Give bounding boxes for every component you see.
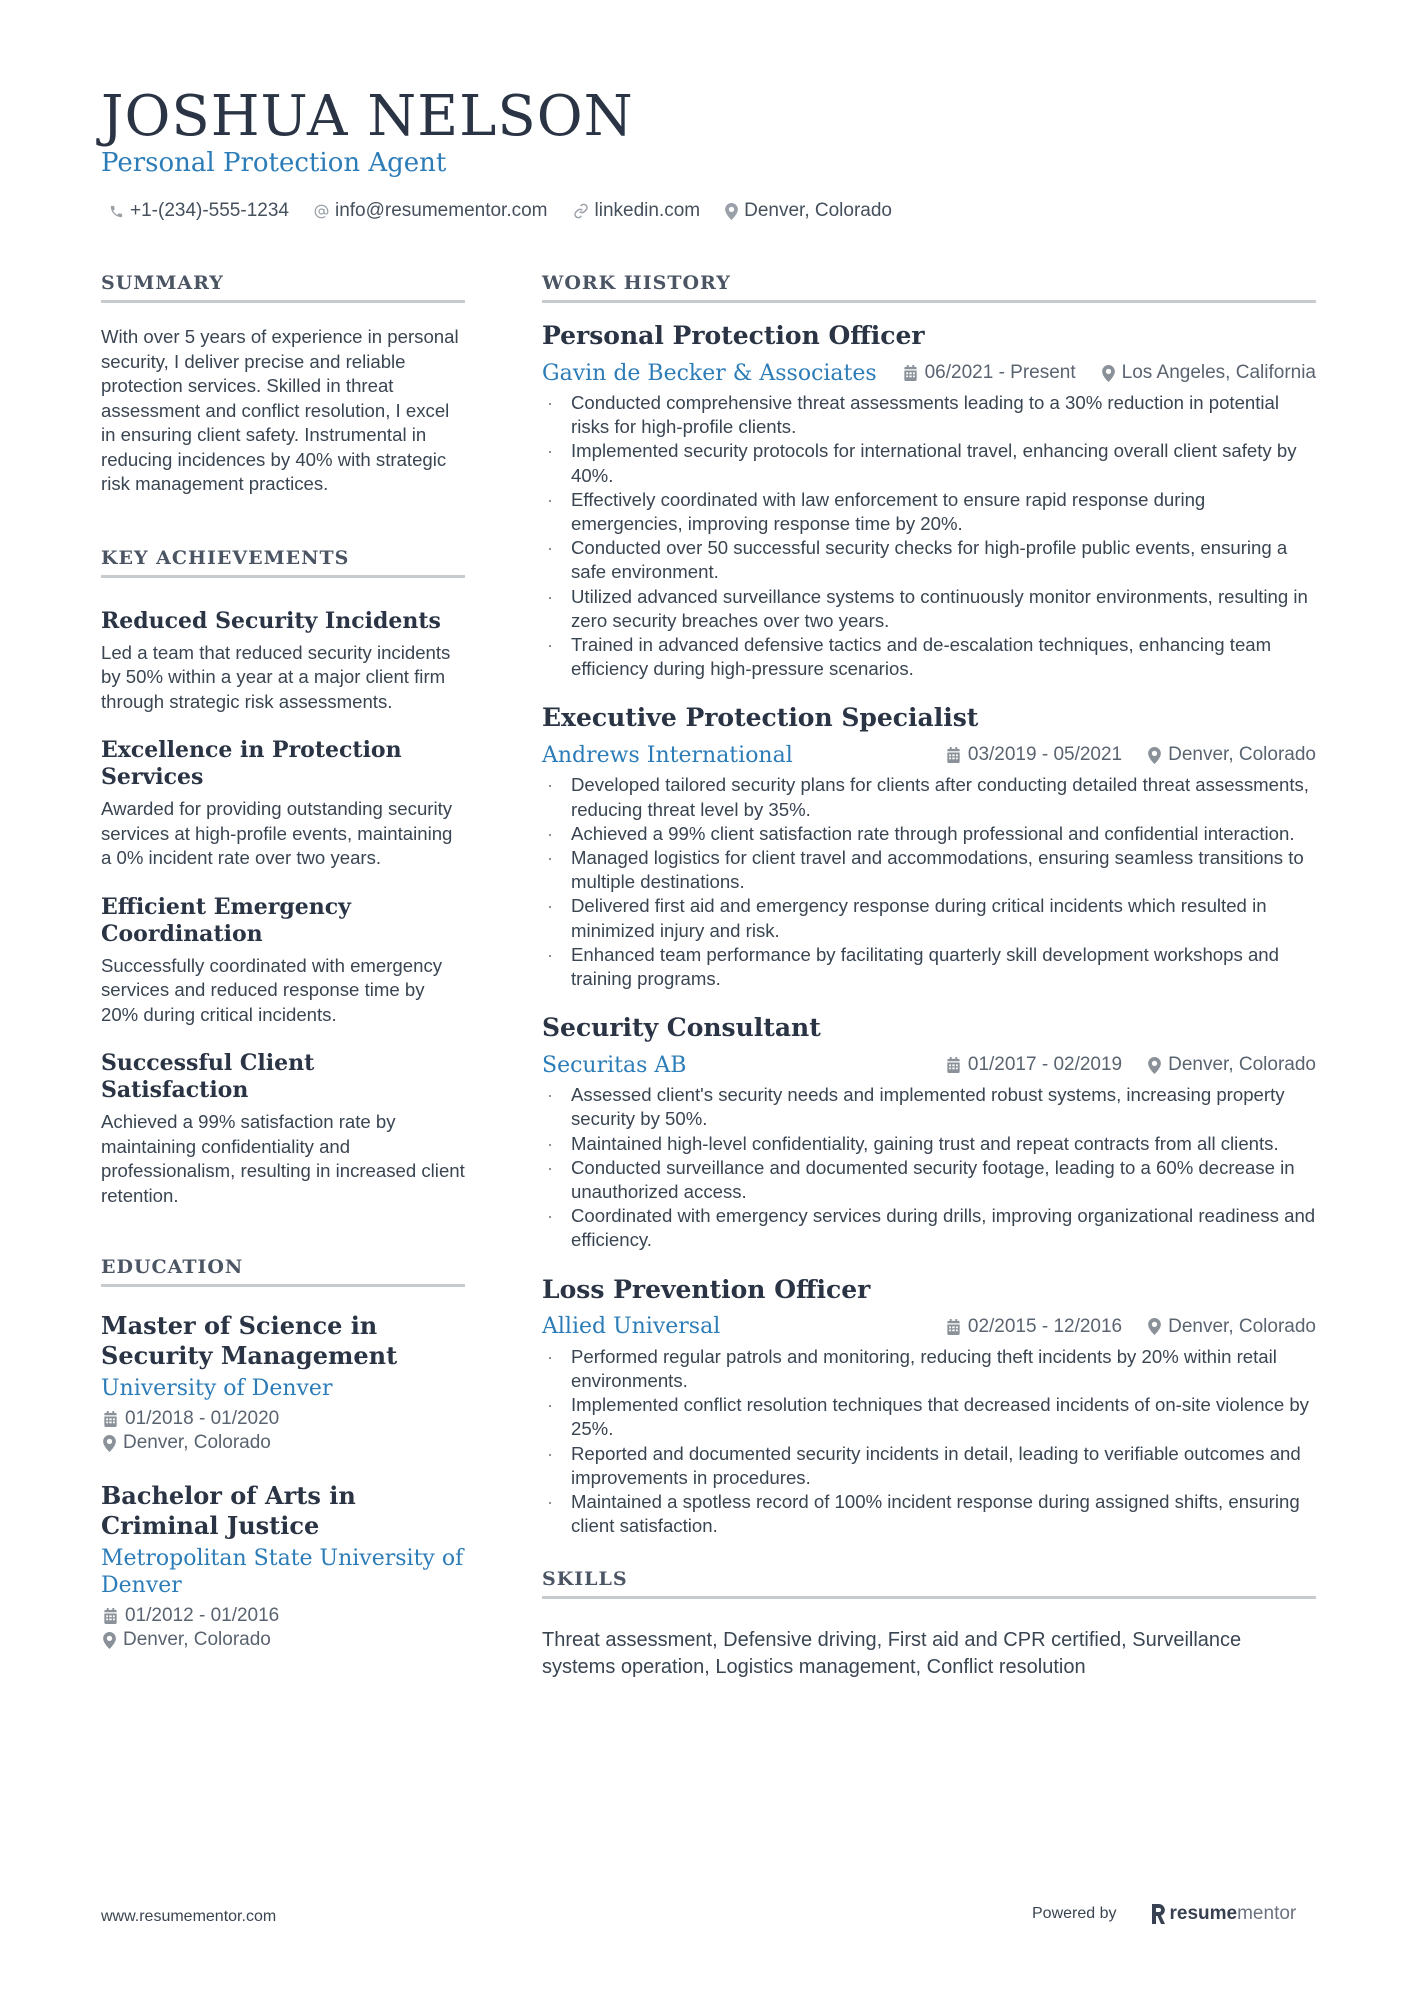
achievement-title: Excellence in Protection Services xyxy=(101,737,402,790)
calendar-icon xyxy=(946,747,961,763)
job-bullet: · Conducted comprehensive threat assessments leading to a 30% reduction in potential risks for high-profile clients. xyxy=(542,391,1316,439)
skills-heading: SKILLS xyxy=(542,1568,1316,1599)
calendar-icon xyxy=(946,1319,961,1335)
job-bullets xyxy=(542,1345,1316,1539)
contact-email[interactable] xyxy=(314,200,548,222)
summary-heading: SUMMARY xyxy=(101,272,465,303)
brand-light: mentor xyxy=(1237,1903,1297,1924)
work-history-heading: WORK HISTORY xyxy=(542,272,1316,303)
job-date-location xyxy=(946,1316,1316,1338)
job-bullet: · Managed logistics for client travel and accommodations, ensuring seamless transitions to multiple destinations. xyxy=(542,846,1316,894)
job-bullets xyxy=(542,773,1316,991)
work-history-section xyxy=(542,272,1316,1538)
job-location xyxy=(1148,744,1316,766)
job-bullet: · Developed tailored security plans for clients after conducting detailed threat assessments, reducing threat level by 35%. xyxy=(542,773,1316,821)
achievement-item xyxy=(101,894,465,1028)
phone-icon xyxy=(109,204,124,219)
education-dates xyxy=(101,1604,465,1628)
footer-website[interactable]: www.resumementor.com xyxy=(101,1908,277,1925)
calendar-icon xyxy=(103,1411,118,1427)
contact-phone[interactable] xyxy=(109,200,289,222)
email-text: info@resumementor.com xyxy=(334,200,548,221)
dates-text: 06/2021 - Present xyxy=(924,362,1076,383)
candidate-role: Personal Protection Agent xyxy=(101,148,447,178)
job-meta xyxy=(542,359,1316,387)
company-name: Allied Universal xyxy=(542,1314,721,1340)
location-pin-icon xyxy=(1148,747,1161,764)
degree-title: Master of Science in Security Management xyxy=(101,1311,398,1370)
school-name: University of Denver xyxy=(101,1376,333,1401)
achievement-text: Achieved a 99% satisfaction rate by maintaining confidentiality and professionalism, resulting in increased client retention. xyxy=(101,1111,465,1206)
location-text: Denver, Colorado xyxy=(123,1629,271,1650)
job-bullet: · Achieved a 99% client satisfaction rate through professional and confidential interaction. xyxy=(542,822,1316,846)
resume-page xyxy=(101,0,1316,1995)
achievement-title: Successful Client Satisfaction xyxy=(101,1050,315,1103)
calendar-icon xyxy=(903,365,918,381)
job-entry xyxy=(542,1013,1316,1252)
job-location xyxy=(1102,362,1316,384)
job-bullet: · Effectively coordinated with law enforcement to ensure rapid response during emergencies, improving response time by 20%. xyxy=(542,488,1316,536)
brand-bold: resume xyxy=(1169,1903,1238,1924)
job-bullet: · Implemented security protocols for international travel, enhancing overall client safety by 40%. xyxy=(542,439,1316,487)
job-title: Executive Protection Specialist xyxy=(542,703,979,733)
job-meta xyxy=(542,741,1316,769)
skills-section xyxy=(542,1568,1316,1681)
job-bullet: · Implemented conflict resolution techniques that decreased incidents of on-site violence by 25%. xyxy=(542,1393,1316,1441)
resumementor-logo-icon xyxy=(1150,1904,1166,1924)
job-entry xyxy=(542,1275,1316,1539)
job-bullet: · Assessed client's security needs and implemented robust systems, increasing property security by 50%. xyxy=(542,1083,1316,1131)
location-text: Denver, Colorado xyxy=(1168,744,1316,766)
link-icon xyxy=(573,203,589,219)
job-title: Security Consultant xyxy=(542,1013,821,1043)
job-dates xyxy=(946,1054,1122,1076)
location-pin-icon xyxy=(1148,1057,1161,1074)
job-entry xyxy=(542,321,1316,681)
dates-text: 01/2018 - 01/2020 xyxy=(125,1408,280,1429)
company-name: Securitas AB xyxy=(542,1052,687,1078)
education-item xyxy=(101,1311,465,1455)
location-pin-icon xyxy=(1102,365,1115,382)
job-location xyxy=(1148,1316,1316,1338)
achievements-section xyxy=(101,547,465,1209)
company-name: Andrews International xyxy=(542,742,793,768)
job-title: Loss Prevention Officer xyxy=(542,1274,871,1304)
resumementor-logo[interactable] xyxy=(1150,1903,1297,1925)
job-bullet: · Maintained high-level confidentiality, gaining trust and repeat contracts from all clients. xyxy=(542,1132,1316,1156)
education-item xyxy=(101,1481,465,1652)
job-bullet: · Maintained a spotless record of 100% incident response during assigned shifts, ensuring client satisfaction. xyxy=(542,1490,1316,1538)
achievement-title: Reduced Security Incidents xyxy=(101,607,441,634)
education-location xyxy=(101,1628,465,1652)
job-title: Personal Protection Officer xyxy=(542,321,925,350)
location-text: Los Angeles, California xyxy=(1121,362,1316,383)
location-pin-icon xyxy=(103,1435,116,1452)
job-bullet: · Utilized advanced surveillance systems to continuously monitor environments, resulting in zero security breaches over two years. xyxy=(542,585,1316,633)
achievement-item xyxy=(101,1050,465,1208)
job-dates xyxy=(903,362,1076,384)
dates-text: 03/2019 - 05/2021 xyxy=(967,744,1123,766)
company-name: Gavin de Becker & Associates xyxy=(542,360,877,386)
location-text: Denver, Colorado xyxy=(123,1432,271,1453)
dates-text: 01/2017 - 02/2019 xyxy=(967,1054,1123,1076)
education-section xyxy=(101,1231,465,1652)
job-date-location xyxy=(903,362,1316,384)
achievement-item xyxy=(101,737,465,871)
left-column xyxy=(101,272,465,1678)
calendar-icon xyxy=(946,1057,961,1073)
job-meta xyxy=(542,1051,1316,1079)
degree-title: Bachelor of Arts in Criminal Justice xyxy=(101,1481,356,1540)
job-bullet: · Trained in advanced defensive tactics and de-escalation techniques, enhancing team efficiency during high-pressure scenarios. xyxy=(542,633,1316,681)
summary-section xyxy=(101,272,465,497)
footer-powered xyxy=(1032,1903,1296,1925)
right-column xyxy=(542,272,1316,1681)
education-dates xyxy=(101,1407,465,1431)
achievement-text: Successfully coordinated with emergency services and reduced response time by 20% during critical incidents. xyxy=(101,954,443,1025)
job-dates xyxy=(946,1316,1122,1338)
location-text: Denver, Colorado xyxy=(744,200,892,221)
location-text: Denver, Colorado xyxy=(1168,1315,1316,1337)
education-heading: EDUCATION xyxy=(101,1256,465,1287)
linkedin-text: linkedin.com xyxy=(594,200,701,221)
job-bullet: · Enhanced team performance by facilitating quarterly skill development workshops and training programs. xyxy=(542,943,1316,991)
job-bullets xyxy=(542,391,1316,681)
dates-text: 02/2015 - 12/2016 xyxy=(967,1315,1123,1337)
job-bullet: · Reported and documented security incidents in detail, leading to verifiable outcomes and improvements in procedures. xyxy=(542,1442,1316,1490)
achievement-text: Led a team that reduced security incidents by 50% within a year at a major client firm through strategic risk assessments. xyxy=(101,641,451,712)
job-bullet: · Delivered first aid and emergency response during critical incidents which resulted in minimized injury and risk. xyxy=(542,894,1316,942)
job-entry xyxy=(542,703,1316,991)
job-bullet: · Conducted surveillance and documented security footage, leading to a 60% decrease in unauthorized access. xyxy=(542,1156,1316,1204)
achievement-title: Efficient Emergency Coordination xyxy=(101,893,351,947)
candidate-name: JOSHUA NELSON xyxy=(101,84,634,149)
job-dates xyxy=(946,744,1122,766)
job-list xyxy=(542,321,1316,1538)
dates-text: 01/2012 - 01/2016 xyxy=(125,1605,280,1626)
job-bullet: · Coordinated with emergency services during drills, improving organizational readiness and efficiency. xyxy=(542,1204,1316,1252)
location-pin-icon xyxy=(725,203,738,220)
skills-text: Threat assessment, Defensive driving, First aid and CPR certified, Surveillance systems operation, Logistics management, Conflict resolution xyxy=(542,1629,1242,1679)
contact-linkedin[interactable] xyxy=(573,200,701,222)
phone-text: +1-(234)-555-1234 xyxy=(130,200,289,221)
location-text: Denver, Colorado xyxy=(1168,1054,1316,1076)
achievement-item xyxy=(101,608,465,715)
job-location xyxy=(1148,1054,1316,1076)
summary-text: With over 5 years of experience in personal security, I deliver precise and reliable protection services. Skilled in threat assessment and conflict resolution, I excel in ensuring client safety. Instrumental in reducing incidences by 40% with strategic risk management practices. xyxy=(101,326,459,494)
achievements-heading: KEY ACHIEVEMENTS xyxy=(101,547,465,578)
contact-bar xyxy=(109,200,917,222)
powered-by-text: Powered by xyxy=(1032,1905,1117,1922)
job-date-location xyxy=(946,744,1316,766)
contact-location xyxy=(725,200,892,222)
calendar-icon xyxy=(103,1608,118,1624)
job-bullet: · Conducted over 50 successful security checks for high-profile public events, ensuring a safe environment. xyxy=(542,536,1316,584)
job-meta xyxy=(542,1313,1316,1341)
job-bullets xyxy=(542,1083,1316,1252)
location-pin-icon xyxy=(1148,1318,1161,1335)
school-name: Metropolitan State University of Denver xyxy=(101,1546,464,1598)
education-location xyxy=(101,1431,465,1455)
job-bullet: · Performed regular patrols and monitoring, reducing theft incidents by 20% within retail environments. xyxy=(542,1345,1316,1393)
at-icon xyxy=(314,204,329,219)
job-date-location xyxy=(946,1054,1316,1076)
location-pin-icon xyxy=(103,1632,116,1649)
achievement-text: Awarded for providing outstanding security services at high-profile events, maintaining a 0% incident rate over two years. xyxy=(101,798,453,868)
